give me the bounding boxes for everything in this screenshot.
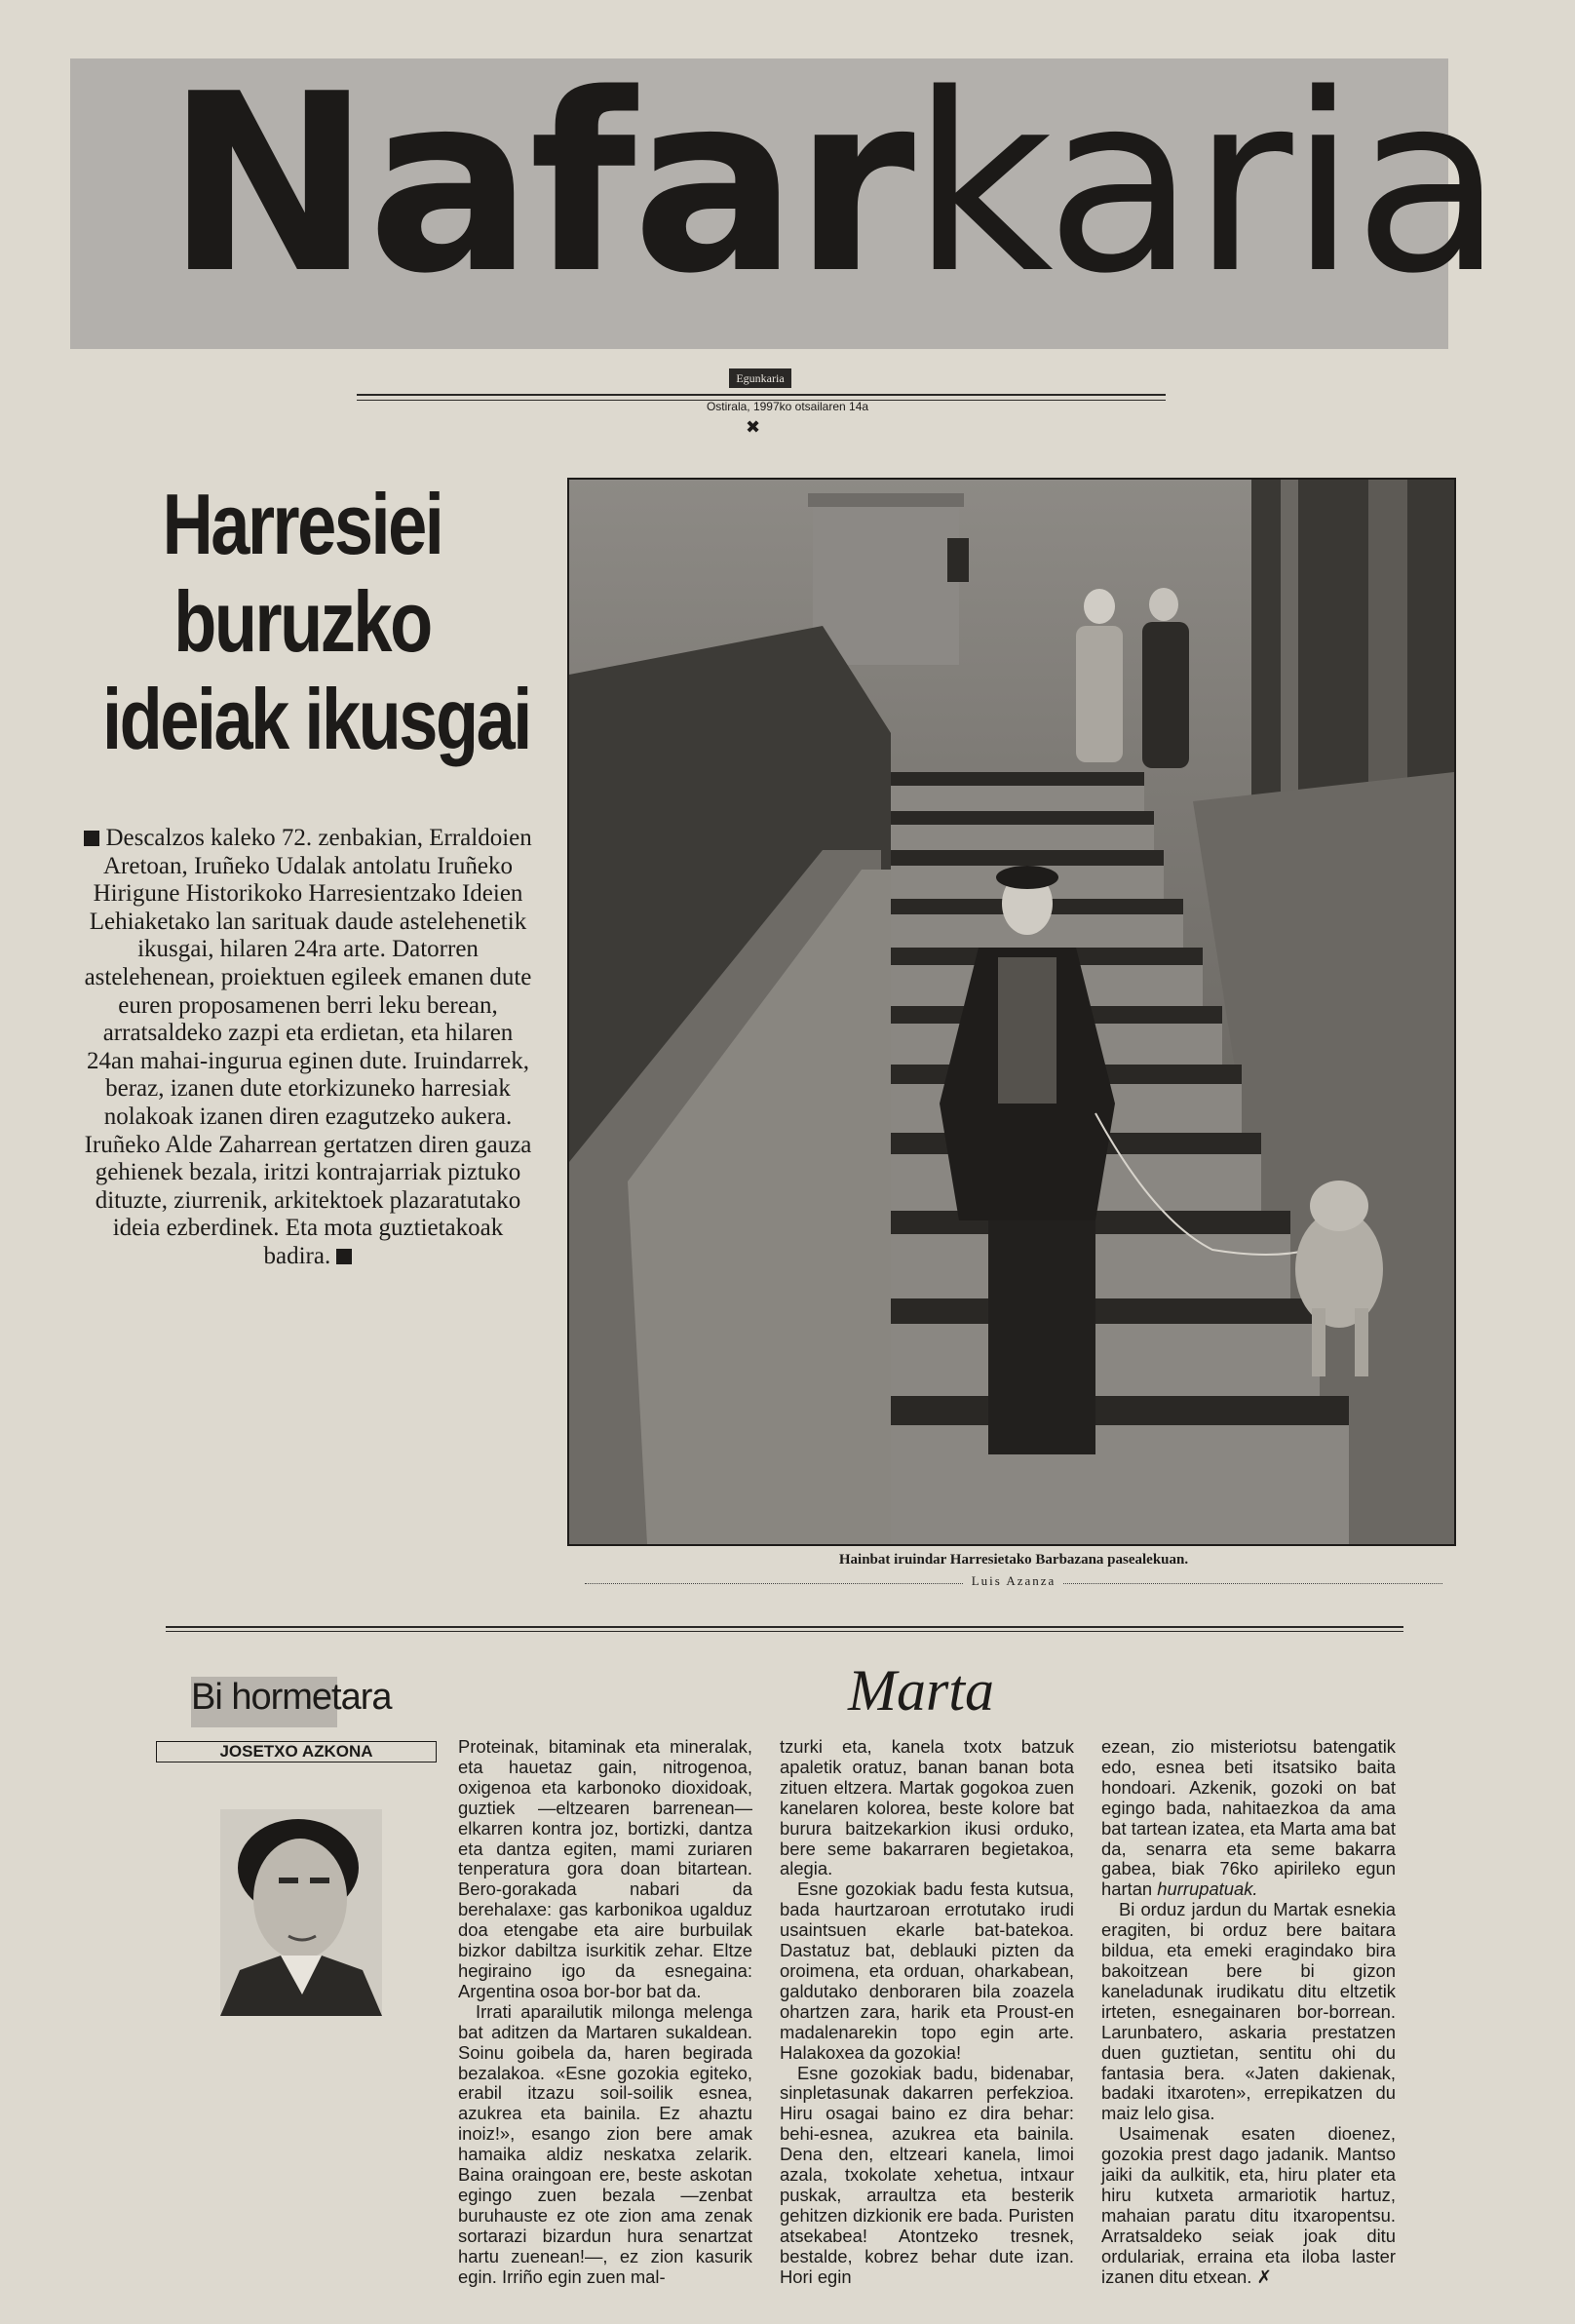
headline-line: Harresiei bbox=[162, 476, 442, 572]
paragraph: Usaimenak esaten dioenez, gozokia prest dago jadanik. Mantso jaiki da aulkitik, eta, hiru plater eta hiru kutxeta armariotik hartuz, mahaian paratu ditu itxaropentsu. Arratsaldeko seiak joak ditu ordulariak, erraina eta iloba laster izanen ditu etxean. ✗ bbox=[1101, 2123, 1396, 2287]
paragraph: Esne gozokiak badu, bidenabar, sinpletasunak dakarren perfekzioa. Hiru osagai baino ez dira behar: behi-esnea, azukrea eta bainila. Dena den, eltzeari kanela, limoi azala, txokolate xehetua, intxaur puskak, arraultza eta besterik gehitzen dizkionik ere bada. Puristen atsekabea! Atontzeko tresnek, bestalde, kobrez behar dute izan. Hori egin bbox=[780, 2062, 1074, 2287]
paragraph: Proteinak, bitaminak eta mineralak, eta hauetaz gain, nitrogenoa, oxigenoa eta karbonoko dioxidoak, guztiek —eltzearen barrenean— elkarren kontra joz, bortizki, dantza eta dantza egiten, mami zuriaren tenperatura gora doan bitartean. Bero-gorakada nabari da berehalaxe: gas karbonikoa ugalduz doa etengabe eta aire burbuilak bizkor dabiltza isurkitik zehar. Eltze hegiraino igo da esnegaina: Argentina osoa bor-bor bat da. bbox=[458, 1736, 752, 2001]
end-square-icon bbox=[336, 1249, 352, 1264]
paragraph: tzurki eta, kanela txotx batzuk apaletik oratuz, banan banan bota zituen eltzera. Martak gogokoa zuen kanelaren kolorea, beste kolore bat burura baitzekarkion ikusi orduko, bere seme bakarraren begietakoa, alegia. bbox=[780, 1736, 1074, 1879]
masthead-title-bold: Nafar bbox=[166, 42, 911, 328]
emphasis-text: hurrupatuak. bbox=[1157, 1879, 1258, 1900]
issue-date: Ostirala, 1997ko otsailaren 14a bbox=[706, 400, 869, 413]
masthead-title bbox=[166, 39, 1500, 331]
column-section-title: Bi hormetara bbox=[191, 1677, 392, 1718]
publisher-badge: Egunkaria bbox=[729, 368, 791, 388]
photo-caption: Hainbat iruindar Harresietako Barbazana pasealekuan. bbox=[838, 1552, 1189, 1568]
paragraph: Irrati aparailutik milonga melenga bat aditzen da Martaren sukaldean. Soinu goibela da, haren begirada bezalakoa. «Esne gozokia egiteko, erabil itzazu soil-soilik esnea, azukrea eta bainila. Ez ahaztu inoiz!», esango zion bere amak hamaika aldiz neskatxa zelarik. Baina oraingoan ere, beste askotan egingo zuen bezala —zenbat buruhauste ez ote zion ama zenak sortarazi bizardun hura senartzat hartu zuenean!—, ez zion kasurik egin. Irriño egin zuen mal- bbox=[458, 2000, 752, 2287]
article-title: Marta bbox=[848, 1658, 994, 1723]
bullet-square-icon bbox=[84, 831, 99, 846]
masthead-title-light: karia bbox=[910, 42, 1500, 328]
paragraph: Bi orduz jardun du Martak esnekia eragiten, bi orduz bere baitara bildua, eta emeki eragindako bira bakoitzean bere bi gizon kaneladunak irudikatu ditu eltzetik irteten, esnegainaren bor-borrean. Larunbatero, askaria prestatzen duen guztietan, sentitu ohi du fantasia bera. «Jaten dakienak, badaki itxaroten», errepikatzen du maiz lelo gisa. bbox=[1101, 1899, 1396, 2124]
ornament-icon: ✖ bbox=[746, 417, 761, 437]
article-column-1 bbox=[458, 1737, 752, 2287]
article-column-3 bbox=[1101, 1737, 1396, 2287]
photo-credit-text: Luis Azanza bbox=[964, 1573, 1064, 1588]
feature-lead bbox=[78, 825, 538, 1271]
author-byline: JOSETXO AZKONA bbox=[156, 1741, 437, 1762]
feature-photo bbox=[567, 478, 1456, 1546]
photo-illustration bbox=[569, 480, 1454, 1544]
headline-line: ideiak ikusgai bbox=[102, 671, 530, 767]
paragraph bbox=[1101, 1737, 1396, 1900]
author-portrait bbox=[220, 1809, 382, 2016]
section-separator bbox=[166, 1626, 1403, 1632]
headline-line: buruzko bbox=[173, 573, 431, 670]
photo-credit bbox=[585, 1573, 1442, 1589]
paragraph: Esne gozokiak badu festa kutsua, bada haurtzaroan errotutako irudi usaintsuen ekarle bat-batekoa. Dastatuz bat, deblauki pizten da oroimena, eta orduan, oharkabean, galdutako denboraren bila zoazela ohartzen zara, harik eta Proust-en madalenarekin topo egin arte. Halakoxea da gozokia! bbox=[780, 1879, 1074, 2063]
portrait-illustration bbox=[220, 1809, 382, 2016]
paragraph-text: ezean, zio misteriotsu batengatik edo, esnea beti itsatsiko baita hondoari. Azkenik, gozoki on bat egingo bada, nahitaezkoa da ama bat tartean izatea, eta Marta ama bat da, senarra eta seme bakarra gabea, biak 76ko apirileko egun hartan bbox=[1101, 1736, 1396, 1900]
feature-headline bbox=[102, 476, 530, 768]
article-column-2 bbox=[780, 1737, 1074, 2287]
lead-text: Descalzos kaleko 72. zenbakian, Erraldoien Aretoan, Iruñeko Udalak antolatu Iruñeko Hirigune Historikoko Harresientzako Ideien Lehiaketako lan sarituak daude astelehenetik ikusgai, hilaren 24ra arte. Datorren astelehenean, proiektuen egileek emanen dute euren proposamenen berri leku berean, arratsaldeko zazpi eta erdietan, eta hilaren 24an mahai-ingurua eginen dute. Iruindarrek, beraz, izanen dute etorkizuneko harresiak nolakoak izanen diren ezagutzeko aukera. Iruñeko Alde Zaharrean gertatzen diren gauza gehienek bezala, iritzi kontrajarriak piztuko dituzte, ziurrenik, arkitektoek plazaratutako ideia ezberdinek. Eta mota guztietakoak badira. bbox=[84, 825, 532, 1269]
